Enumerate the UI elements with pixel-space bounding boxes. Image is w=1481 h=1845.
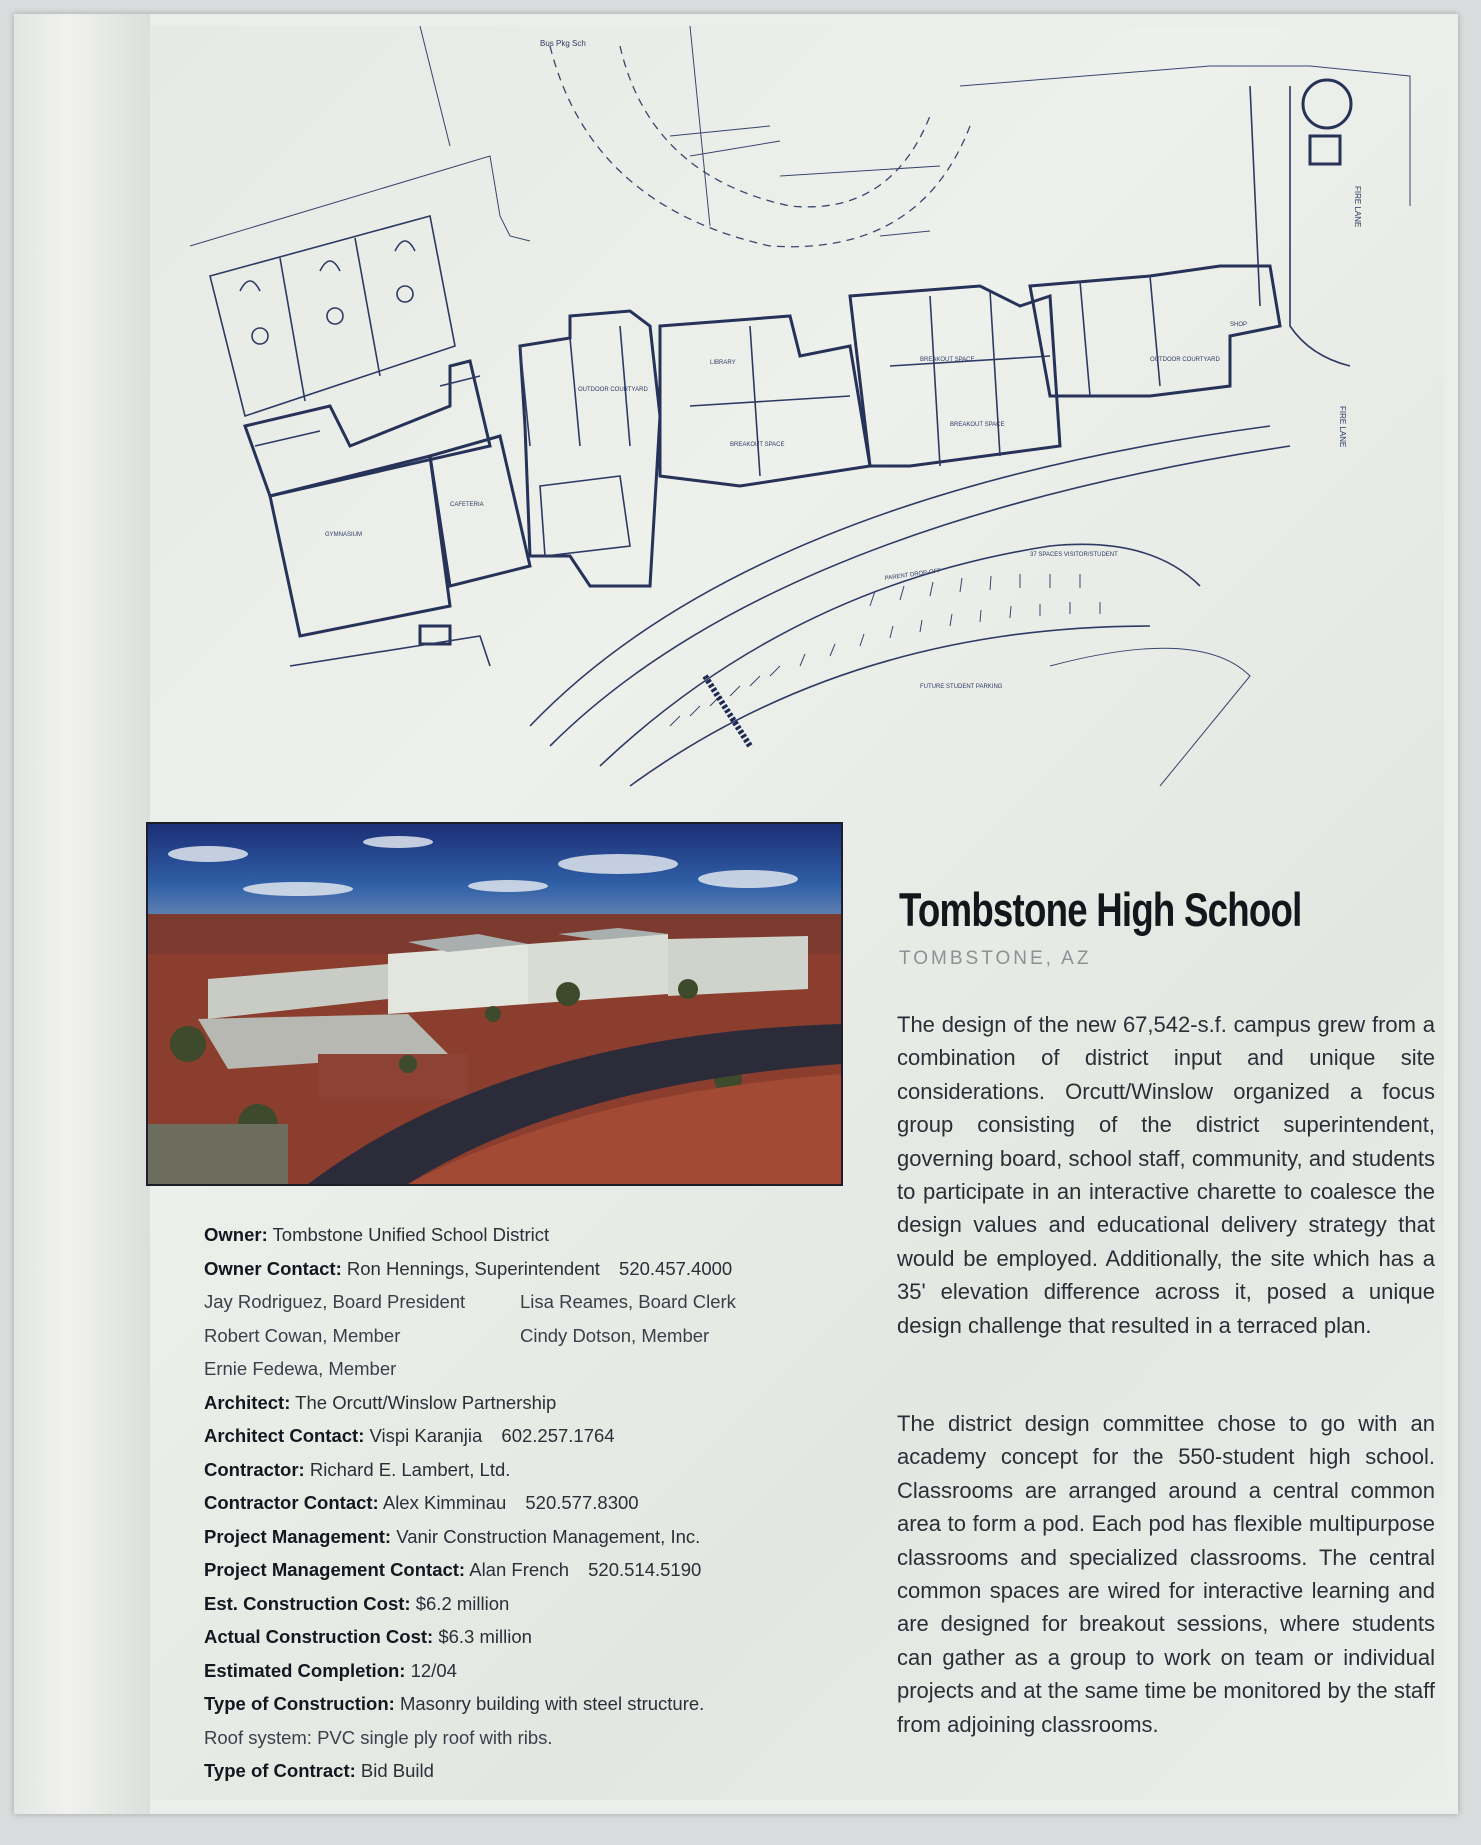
info-phone: 520.514.5190 xyxy=(588,1559,702,1580)
building-rendering-image xyxy=(148,824,841,1184)
info-value: The Orcutt/Winslow Partnership xyxy=(295,1391,557,1413)
plan-label-breakout-2: BREAKOUT SPACE xyxy=(920,357,975,363)
info-value: $6.3 million xyxy=(438,1626,532,1647)
info-label: Project Management: xyxy=(204,1525,392,1547)
info-row-architect-contact xyxy=(204,1419,764,1453)
info-row-owner xyxy=(204,1218,764,1252)
parking-aisle xyxy=(630,626,1150,786)
board-member: Ernie Fedewa, Member xyxy=(204,1358,397,1379)
info-row-est-cost xyxy=(204,1587,764,1621)
info-label: Owner: xyxy=(204,1224,268,1245)
info-label: Project Management Contact: xyxy=(204,1559,466,1580)
info-label: Contractor: xyxy=(204,1458,305,1480)
crosswalk xyxy=(705,676,750,746)
info-row-board xyxy=(204,1352,764,1386)
classroom-pod-northeast xyxy=(1030,266,1280,396)
info-row-board xyxy=(204,1319,764,1353)
page-title: Tombstone High School xyxy=(899,883,1302,936)
article-paragraph: The design of the new 67,542-s.f. campus grew from a combination of district input and unique site considerations. Orcutt/Winslow organized a focus group consisting of the district superintendent, governing board, school staff, community, and students to participate in an interactive charette to coalesce the design values and educational delivery strategy that would be employed. Additionally, the site which has a 35' elevation difference across it, posed a unique design challenge that resulted in a terraced plan. xyxy=(897,1012,1435,1338)
site-boundary xyxy=(690,26,710,226)
site-plan-drawing xyxy=(150,26,1444,806)
info-value: $6.2 million xyxy=(415,1592,510,1614)
info-value: Alan French xyxy=(469,1559,569,1580)
info-value: Alex Kimminau xyxy=(382,1492,507,1513)
plan-label-top-note: Bus Pkg Sch xyxy=(540,39,586,48)
info-row-contractor-contact xyxy=(204,1486,764,1520)
plan-label-fire-lane-1: FIRE LANE xyxy=(1353,186,1362,228)
site-boundary xyxy=(190,156,530,246)
info-phone: 602.257.1764 xyxy=(501,1425,615,1446)
info-value: Roof system: PVC single ply roof with ribs. xyxy=(204,1726,553,1748)
future-parking-area xyxy=(1050,648,1250,786)
plan-label-fire-lane-2: FIRE LANE xyxy=(1338,406,1347,448)
plan-label-shop: SHOP xyxy=(1230,322,1248,328)
parking-drive xyxy=(550,446,1290,746)
info-label: Type of Contract: xyxy=(204,1760,356,1781)
utility-building xyxy=(1310,136,1340,164)
info-value: Bid Build xyxy=(360,1760,434,1781)
info-row-completion xyxy=(204,1654,764,1688)
info-phone: 520.577.8300 xyxy=(525,1492,639,1513)
location-subtitle: TOMBSTONE, AZ xyxy=(899,948,1092,969)
info-label: Owner Contact: xyxy=(204,1257,342,1279)
info-row-construction-type xyxy=(204,1687,764,1721)
site-plan xyxy=(150,26,1444,806)
info-row-contract-type xyxy=(204,1754,764,1788)
classroom-pod-east xyxy=(850,286,1060,466)
plan-label-courtyard-1: OUTDOOR COURTYARD xyxy=(578,387,648,393)
info-value: 12/04 xyxy=(410,1659,457,1681)
info-label: Estimated Completion: xyxy=(204,1659,406,1681)
plan-lines xyxy=(780,166,940,236)
info-phone: 520.457.4000 xyxy=(619,1257,733,1279)
info-value: Ron Hennings, Superintendent xyxy=(346,1257,600,1279)
plan-label-courtyard-2: OUTDOOR COURTYARD xyxy=(1150,357,1220,363)
info-row-architect xyxy=(204,1386,764,1420)
bus-lanes xyxy=(670,126,780,156)
info-row-roof xyxy=(204,1721,764,1755)
fire-lane-road xyxy=(1250,86,1260,306)
board-member: Robert Cowan, Member xyxy=(204,1324,401,1346)
info-label: Architect Contact: xyxy=(204,1425,365,1446)
plan-label-gymnasium: GYMNASIUM xyxy=(325,532,363,538)
info-label: Type of Construction: xyxy=(204,1693,395,1714)
info-label: Actual Construction Cost: xyxy=(204,1626,434,1647)
info-row-pm-contact xyxy=(204,1553,764,1587)
info-label: Contractor Contact: xyxy=(204,1492,379,1513)
plan-label-library: LIBRARY xyxy=(710,360,736,366)
plan-label-breakout-1: BREAKOUT SPACE xyxy=(730,442,785,448)
info-value: Vispi Karanjia xyxy=(369,1425,483,1446)
classroom-pod-center xyxy=(660,316,870,486)
plan-label-cafeteria: CAFETERIA xyxy=(450,502,484,508)
info-value: Masonry building with steel structure. xyxy=(399,1693,705,1714)
sports-courts xyxy=(210,216,455,416)
info-value: Richard E. Lambert, Ltd. xyxy=(309,1458,511,1480)
bus-loop xyxy=(620,46,930,207)
info-row-actual-cost xyxy=(204,1620,764,1654)
info-value: Vanir Construction Management, Inc. xyxy=(396,1525,701,1547)
info-row-project-management xyxy=(204,1520,764,1554)
info-label: Architect: xyxy=(204,1391,291,1413)
water-tank xyxy=(1303,80,1351,128)
site-boundary xyxy=(420,26,450,146)
plan-label-visitor-parking: 37 SPACES VISITOR/STUDENT xyxy=(1030,552,1118,558)
plan-label-breakout-3: BREAKOUT SPACE xyxy=(950,422,1005,428)
bus-loop xyxy=(550,46,970,247)
board-member: Lisa Reames, Board Clerk xyxy=(520,1291,736,1312)
info-row-board xyxy=(204,1285,764,1319)
project-info xyxy=(204,1218,764,1788)
info-row-owner-contact xyxy=(204,1252,764,1286)
article-paragraph: The district design committee chose to go with an academy concept for the 550-student high school. Classrooms are arranged around a central common area to form a pod. Each pod has flexible multipurpose classrooms and specialized classrooms. The central common spaces are wired for interactive learning and are designed for breakout sessions, where students can gather as a group to work on team or individual projects and at the same time be monitored by the staff from adjoining classrooms. xyxy=(897,1411,1435,1737)
building-rendering xyxy=(146,822,843,1186)
board-member: Cindy Dotson, Member xyxy=(520,1324,710,1346)
page-margin xyxy=(14,14,150,1814)
info-row-contractor xyxy=(204,1453,764,1487)
parking-stalls xyxy=(670,602,1100,726)
plan-lines xyxy=(290,636,490,666)
plan-label-parent-dropoff: PARENT DROP-OFF xyxy=(884,568,942,582)
classroom-pod-west xyxy=(520,311,660,586)
board-member: Jay Rodriguez, Board President xyxy=(204,1291,466,1312)
gym-building xyxy=(245,361,530,644)
info-value: Tombstone Unified School District xyxy=(272,1224,550,1245)
plan-label-future-parking: FUTURE STUDENT PARKING xyxy=(920,684,1003,690)
info-label: Est. Construction Cost: xyxy=(204,1592,411,1614)
